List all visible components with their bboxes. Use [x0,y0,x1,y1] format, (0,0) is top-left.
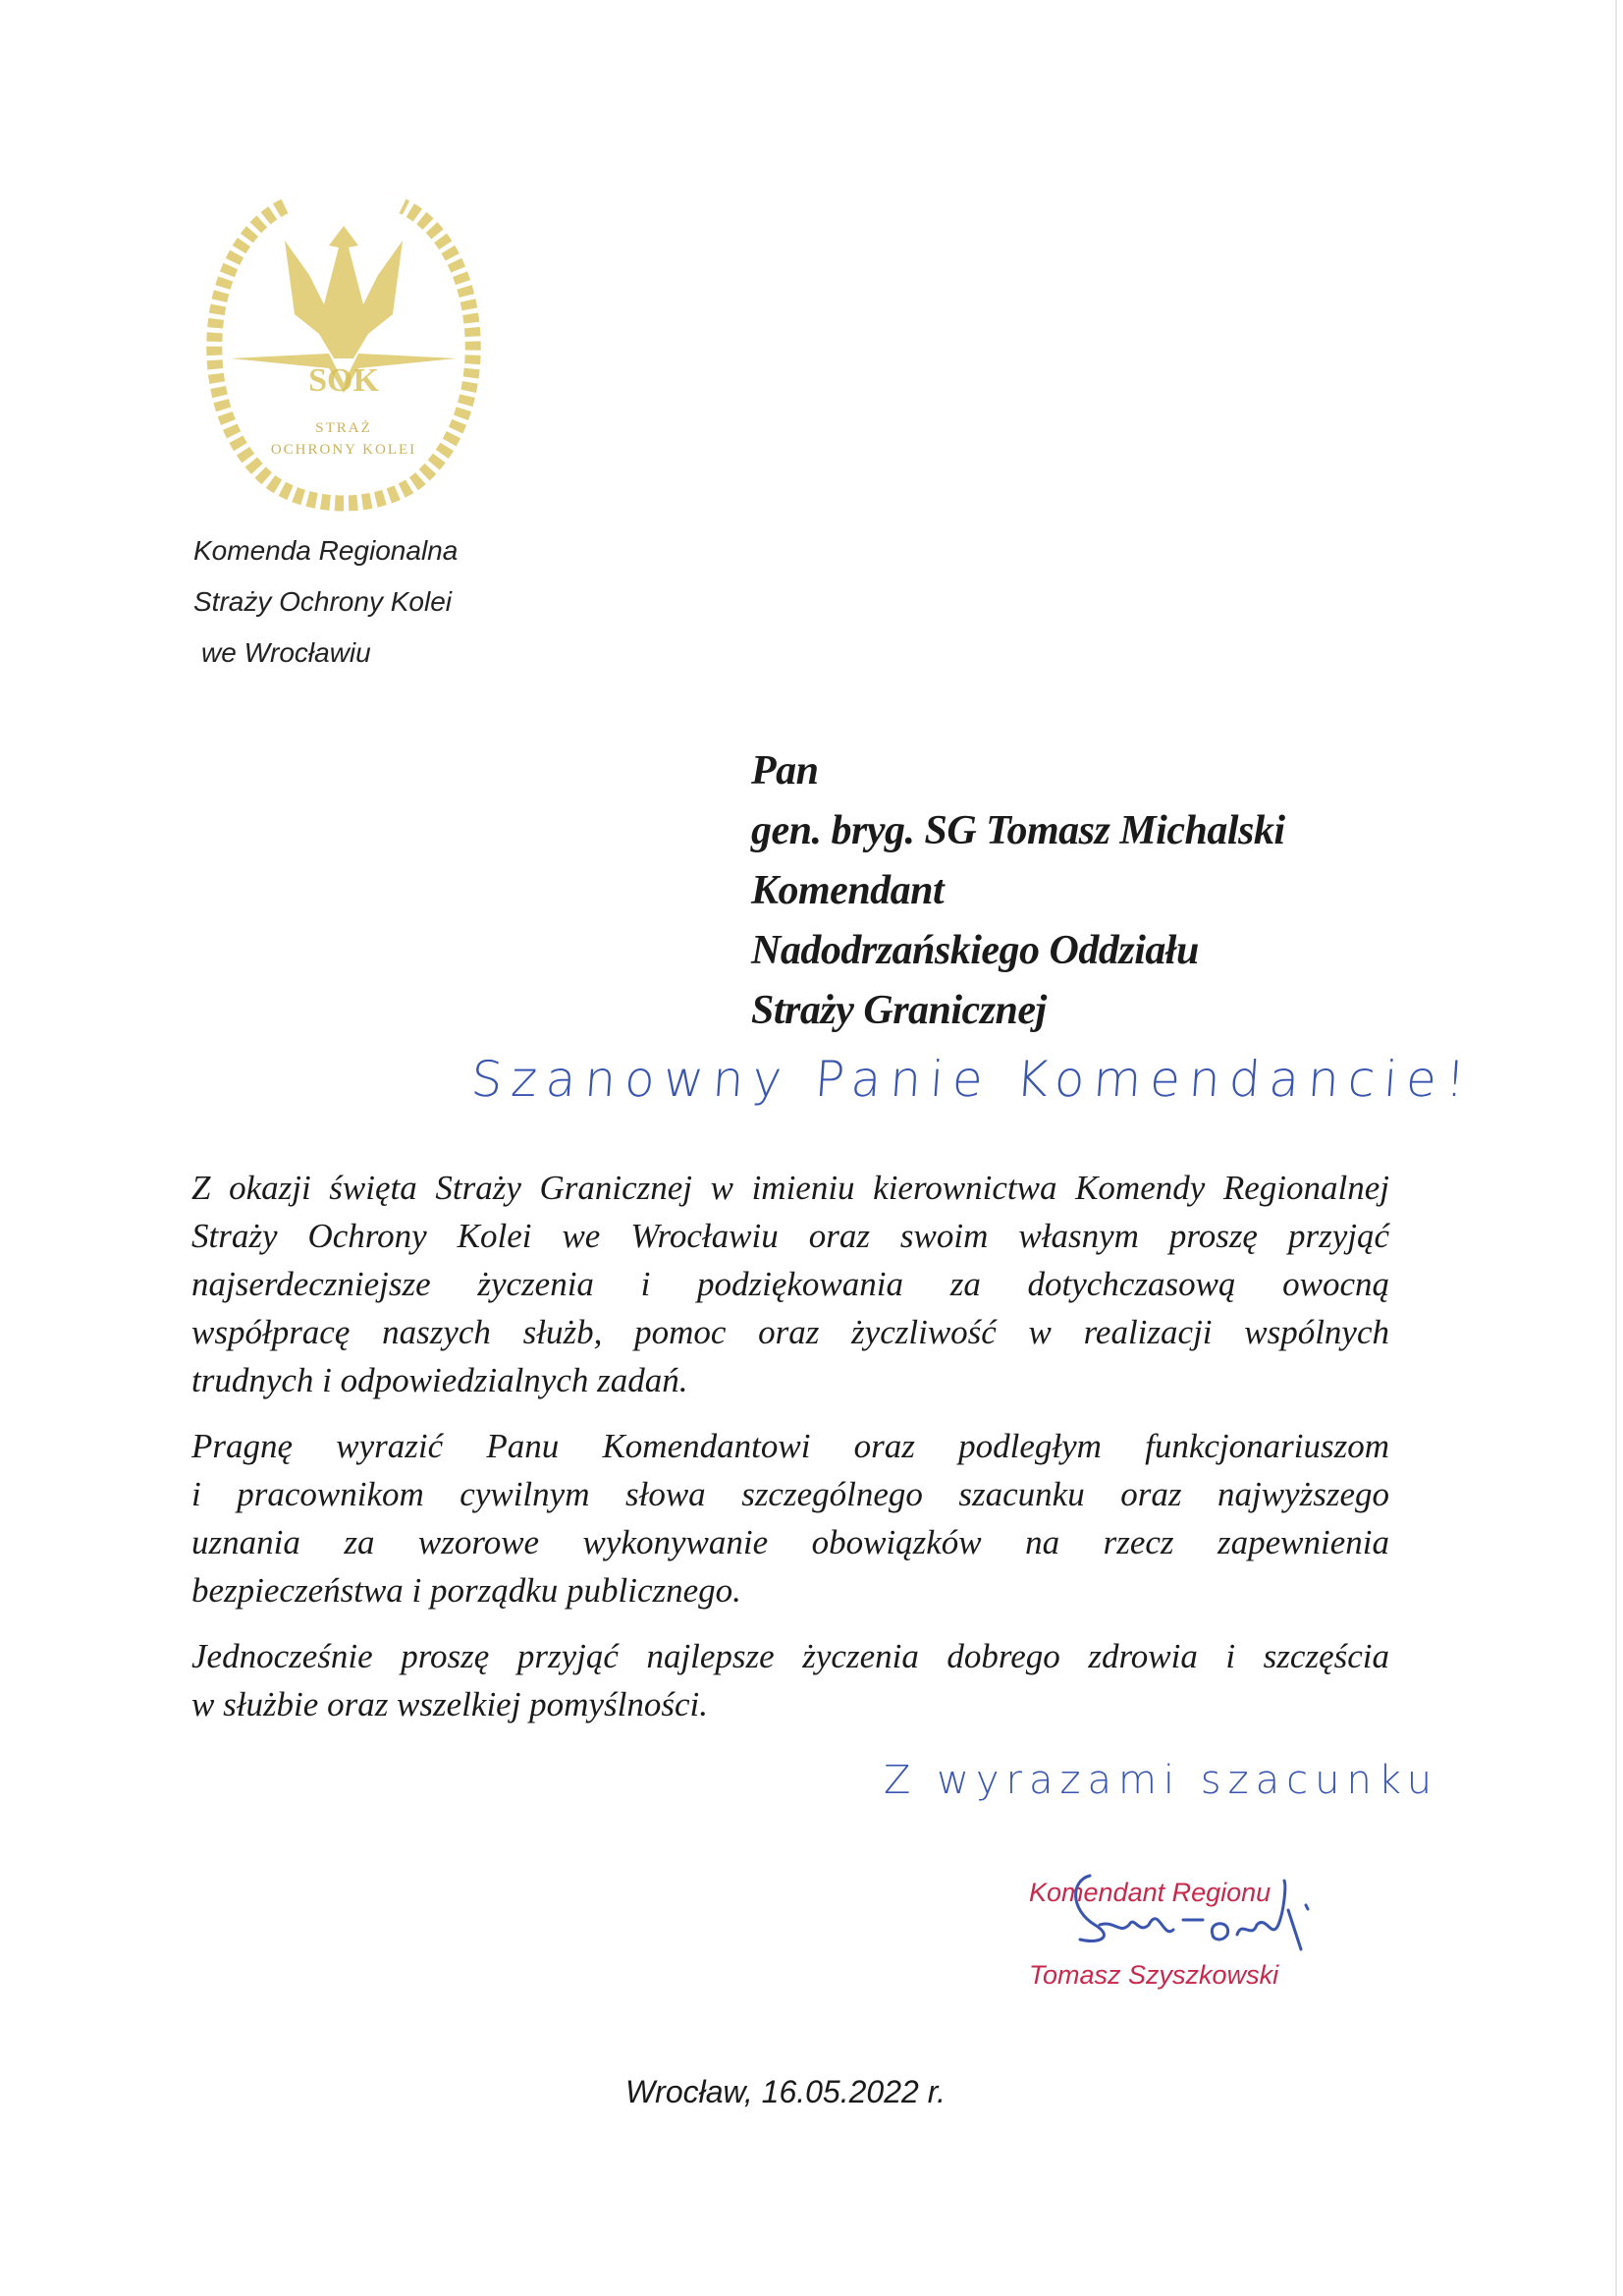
handwritten-signature [1021,1866,1345,1974]
letter-body [191,1164,1389,1746]
body-line: trudnych i odpowiedzialnych zadań. [191,1361,688,1399]
addressee-block [751,741,1285,1041]
scan-edge [1615,0,1617,2296]
handwritten-salutation: Szanowny Panie Komendancie! [468,1051,1477,1108]
body-line: Straży Ochrony Kolei we Wrocławiu oraz swoim własnym proszę przyjąć [191,1217,1389,1255]
body-line: bezpieczeństwa i porządku publicznego. [191,1571,741,1610]
addressee-line: gen. bryg. SG Tomasz Michalski [751,808,1285,853]
body-line: najserdeczniejsze życzenia i podziękowania za dotychczasową owocną [191,1265,1389,1303]
body-line: Pragnę wyrazić Panu Komendantowi oraz podległym funkcjonariuszom [191,1427,1389,1465]
paragraph [191,1632,1389,1728]
sender-line: we Wrocławiu [201,637,371,668]
paragraph [191,1164,1389,1404]
body-line: uznania za wzorowe wykonywanie obowiązków na rzecz zapewnienia [191,1523,1389,1561]
body-line: w służbie oraz wszelkiej pomyślności. [191,1685,708,1723]
stamp-title: Komendant Regionu [1029,1878,1271,1907]
svg-text:OCHRONY KOLEI: OCHRONY KOLEI [270,442,417,458]
addressee-line: Straży Granicznej [751,988,1047,1033]
body-line: Jednocześnie proszę przyjąć najlepsze życzenia dobrego zdrowia i szczęścia [191,1637,1389,1675]
svg-text:SOK: SOK [308,362,379,399]
sender-line: Straży Ochrony Kolei [193,586,452,617]
addressee-line: Nadodrzańskiego Oddziału [751,928,1199,973]
sender-block [193,525,458,679]
body-line: Z okazji święta Straży Granicznej w imieniu kierownictwa Komendy Regionalnej [191,1169,1389,1207]
addressee-line: Komendant [751,868,945,913]
body-line: i pracownikom cywilnym słowa szczególnego szacunku oraz najwyższego [191,1475,1389,1513]
date-place: Wrocław, 16.05.2022 r. [624,2074,947,2109]
stamp-name: Tomasz Szyszkowski [1029,1960,1279,1990]
addressee-line: Pan [751,748,819,793]
svg-text:STRAŻ: STRAŻ [315,420,372,436]
sok-emblem-logo [191,187,496,516]
sender-line: Komenda Regionalna [193,535,459,566]
paragraph [191,1422,1389,1614]
handwritten-closing: Z wyrazami szacunku [884,1758,1439,1803]
body-line: współpracę naszych służb, pomoc oraz życzliwość w realizacji wspólnych [191,1313,1389,1351]
